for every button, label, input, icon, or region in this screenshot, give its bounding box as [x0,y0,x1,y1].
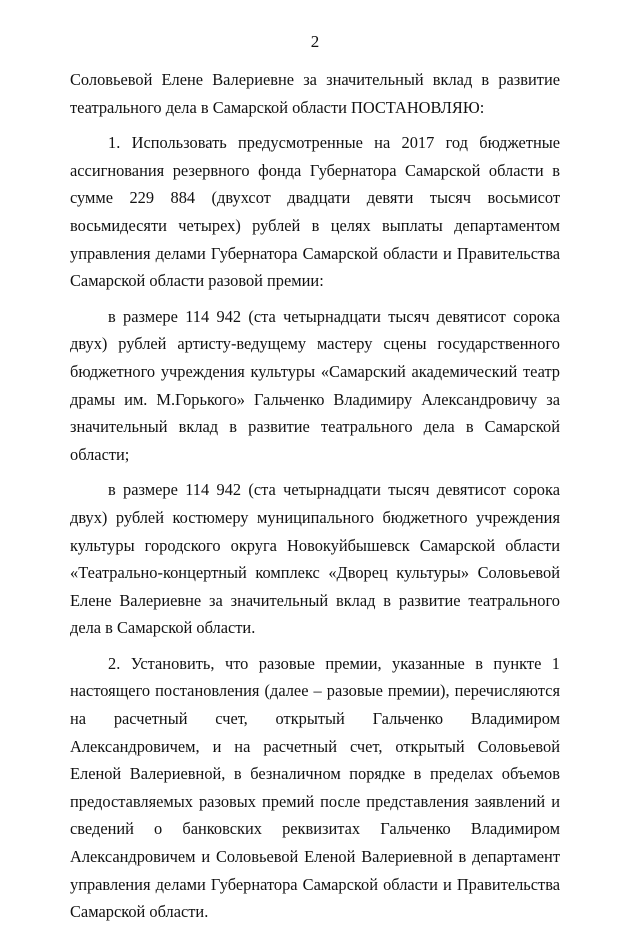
paragraph-award-solovyeva: в размере 114 942 (ста четырнадцати тысяч девятисот сорока двух) рублей костюмеру муниципального бюджетного учреждения культуры городского округа Новокуйбышевск Самарской области «Театрально-концертный комплекс «Дворец культуры» Соловьевой Елене Валериевне за значительный вклад в развитие театрального дела в Самарской области. [70,480,560,638]
paragraph-intro-continuation: Соловьевой Елене Валериевне за значительный вклад в развитие театрального дела в Самарской области ПОСТАНОВЛЯЮ: [70,70,560,117]
paragraph-clause-1: 1. Использовать предусмотренные на 2017 год бюджетные ассигнования резервного фонда Губернатора Самарской области в сумме 229 884 (двухсот двадцати девяти тысяч восьмисот восьмидесяти четырех) рублей в целях выплаты департаментом управления делами Губернатора Самарской области и Правительства Самарской области разовой премии: [70,133,560,291]
page-number: 2 [310,32,320,51]
paragraph-clause-2: 2. Установить, что разовые премии, указанные в пункте 1 настоящего постановления (далее – разовые премии), перечисляются на расчетный счет, открытый Гальченко Владимиром Александровичем, и на расчетный счет, открытый Соловьевой Еленой Валериевной, в безналичном порядке в пределах объемов предоставляемых разовых премий после представления заявлений и сведений о банковских реквизитах Гальченко Владимиром Александровичем и Соловьевой Еленой Валериевной в департамент управления делами Губернатора Самарской области и Правительства Самарской области. [70,653,560,922]
paragraph-award-galchenko: в размере 114 942 (ста четырнадцати тысяч девятисот сорока двух) рублей артисту-ведущему мастеру сцены государственного бюджетного учреждения культуры «Самарский академический театр драмы им. М.Горького» Гальченко Владимиру Александровичу за значительный вклад в развитие театрального дела в Самарской области; [70,306,560,464]
